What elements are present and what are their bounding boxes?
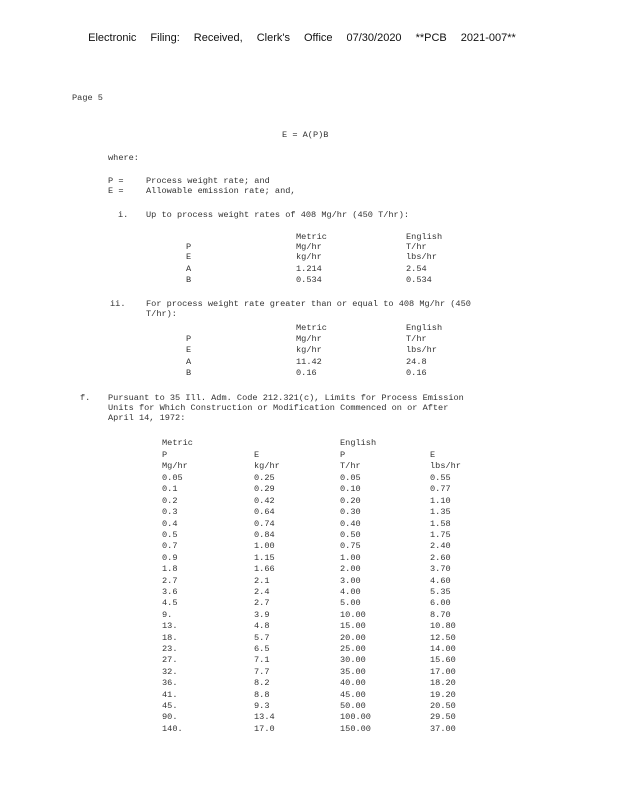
table-cell: 27. <box>162 655 178 666</box>
column-unit: lbs/hr <box>430 461 461 471</box>
section-text: For process weight rate greater than or equal to 408 Mg/hr (450 <box>146 299 471 309</box>
table-cell: 12.50 <box>430 632 456 643</box>
header-item: 2021-007** <box>460 32 516 44</box>
column-header: E <box>254 450 260 460</box>
column-unit: T/hr <box>340 461 361 471</box>
table-cell: 35.00 <box>340 666 366 677</box>
english-value: lbs/hr <box>406 345 437 355</box>
table-cell: 0.05 <box>162 473 183 483</box>
table-cell: 6.00 <box>430 598 451 609</box>
filing-header <box>82 20 530 44</box>
table-cell: 14.00 <box>430 644 456 654</box>
table-cell: 2.40 <box>430 541 451 552</box>
table-cell: 9. <box>162 609 173 620</box>
metric-value: 11.42 <box>296 357 322 367</box>
table-cell: 1.75 <box>430 530 451 540</box>
table-cell: 37.00 <box>430 723 456 734</box>
table-cell: 3.6 <box>162 587 178 597</box>
table-cell: 0.9 <box>162 552 178 563</box>
table-cell: 4.8 <box>254 621 270 632</box>
table-cell: 17.00 <box>430 666 456 677</box>
table-cell: 2.00 <box>340 564 361 575</box>
row-symbol: P <box>186 242 192 252</box>
table-cell: 3.70 <box>430 564 451 575</box>
definition-text: Process weight rate; and <box>146 176 270 186</box>
section-text: April 14, 1972: <box>108 413 186 423</box>
table-cell: 50.00 <box>340 701 366 711</box>
table-cell: 32. <box>162 666 178 677</box>
column-header: E <box>430 450 436 460</box>
table-cell: 3.9 <box>254 609 270 620</box>
section-number: f. <box>80 393 91 403</box>
table-cell: 23. <box>162 644 178 654</box>
header-item: Electronic <box>88 32 137 44</box>
header-item: Received, <box>193 32 243 44</box>
metric-value: kg/hr <box>296 252 322 262</box>
table-cell: 5.35 <box>430 587 451 597</box>
table-cell: 0.64 <box>254 507 275 518</box>
row-symbol: E <box>186 345 192 355</box>
metric-value: Mg/hr <box>296 242 322 252</box>
table-cell: 4.60 <box>430 575 451 586</box>
english-value: 24.8 <box>406 357 427 367</box>
table-cell: 5.7 <box>254 632 270 643</box>
table-cell: 0.4 <box>162 518 178 529</box>
table-cell: 1.00 <box>254 541 275 552</box>
table-cell: 36. <box>162 678 178 689</box>
row-symbol: B <box>186 275 192 285</box>
row-symbol: E <box>186 252 192 262</box>
table-cell: 3.00 <box>340 575 361 586</box>
table-cell: 41. <box>162 689 178 700</box>
table-cell: 17.0 <box>254 723 275 734</box>
table-cell: 1.66 <box>254 564 275 575</box>
section-text: Up to process weight rates of 408 Mg/hr (450 T/hr): <box>146 210 410 220</box>
where-label: where: <box>108 153 139 163</box>
row-symbol: A <box>186 357 192 367</box>
table-cell: 2.1 <box>254 575 270 586</box>
column-header: Metric <box>296 232 327 242</box>
section-number: ii. <box>110 299 126 309</box>
table-cell: 1.35 <box>430 507 451 518</box>
table-cell: 0.25 <box>254 473 275 483</box>
metric-value: 0.16 <box>296 368 317 378</box>
header-item: Office <box>303 32 333 44</box>
table-cell: 15.60 <box>430 655 456 666</box>
definition-symbol: P = <box>108 176 124 186</box>
table-cell: 18.20 <box>430 678 456 689</box>
table-cell: 2.60 <box>430 552 451 563</box>
table-cell: 18. <box>162 632 178 643</box>
table-cell: 2.4 <box>254 587 270 597</box>
table-cell: 0.84 <box>254 530 275 540</box>
table-cell: 4.00 <box>340 587 361 597</box>
table-cell: 1.58 <box>430 518 451 529</box>
table-cell: 1.10 <box>430 495 451 506</box>
row-symbol: B <box>186 368 192 378</box>
english-value: T/hr <box>406 334 427 344</box>
table-cell: 0.50 <box>340 530 361 540</box>
table-cell: 29.50 <box>430 712 456 723</box>
table-cell: 45.00 <box>340 689 366 700</box>
table-cell: 20.50 <box>430 701 456 711</box>
header-item: 07/30/2020 <box>346 32 402 44</box>
table-cell: 0.77 <box>430 484 451 495</box>
table-cell: 20.00 <box>340 632 366 643</box>
table-cell: 2.7 <box>162 575 178 586</box>
table-cell: 0.75 <box>340 541 361 552</box>
section-text: T/hr): <box>146 309 177 319</box>
table-cell: 19.20 <box>430 689 456 700</box>
column-header: P <box>340 450 346 460</box>
table-cell: 8.8 <box>254 689 270 700</box>
english-value: 2.54 <box>406 264 427 274</box>
english-value: 0.16 <box>406 368 427 378</box>
page-label: Page 5 <box>72 93 103 103</box>
column-header: P <box>162 450 168 460</box>
section-text: Pursuant to 35 Ill. Adm. Code 212.321(c), Limits for Process Emission <box>108 393 464 403</box>
table-cell: 2.7 <box>254 598 270 609</box>
table-cell: 13.4 <box>254 712 275 723</box>
english-value: lbs/hr <box>406 252 437 262</box>
table-cell: 0.29 <box>254 484 275 495</box>
table-cell: 1.8 <box>162 564 178 575</box>
definition-symbol: E = <box>108 186 124 196</box>
table-cell: 30.00 <box>340 655 366 666</box>
table-cell: 5.00 <box>340 598 361 609</box>
english-value: 0.534 <box>406 275 432 285</box>
metric-value: Mg/hr <box>296 334 322 344</box>
table-cell: 0.7 <box>162 541 178 552</box>
table-cell: 0.2 <box>162 495 178 506</box>
table-cell: 7.1 <box>254 655 270 666</box>
column-header: Metric <box>296 323 327 333</box>
table-cell: 0.05 <box>340 473 361 483</box>
table-cell: 8.2 <box>254 678 270 689</box>
column-unit: Mg/hr <box>162 461 188 471</box>
metric-value: kg/hr <box>296 345 322 355</box>
table-cell: 90. <box>162 712 178 723</box>
section-text: Units for Which Construction or Modification Commenced on or After <box>108 403 449 413</box>
table-cell: 15.00 <box>340 621 366 632</box>
table-cell: 10.80 <box>430 621 456 632</box>
table-cell: 0.3 <box>162 507 178 518</box>
column-header: English <box>406 232 443 242</box>
table-cell: 10.00 <box>340 609 366 620</box>
header-item: **PCB <box>415 32 447 44</box>
definition-text: Allowable emission rate; and, <box>146 186 296 196</box>
metric-value: 0.534 <box>296 275 322 285</box>
table-cell: 140. <box>162 723 183 734</box>
table-cell: 0.74 <box>254 518 275 529</box>
table-cell: 25.00 <box>340 644 366 654</box>
header-item: Filing: <box>150 32 180 44</box>
table-cell: 6.5 <box>254 644 270 654</box>
table-cell: 8.70 <box>430 609 451 620</box>
table-cell: 4.5 <box>162 598 178 609</box>
row-symbol: P <box>186 334 192 344</box>
table-cell: 0.42 <box>254 495 275 506</box>
table-cell: 13. <box>162 621 178 632</box>
english-value: T/hr <box>406 242 427 252</box>
table-cell: 0.5 <box>162 530 178 540</box>
table-cell: 9.3 <box>254 701 270 711</box>
table-cell: 150.00 <box>340 723 371 734</box>
table-cell: 0.30 <box>340 507 361 518</box>
group-header: Metric <box>162 438 193 448</box>
table-cell: 1.00 <box>340 552 361 563</box>
section-number: i. <box>118 210 129 220</box>
table-cell: 45. <box>162 701 178 711</box>
table-cell: 0.55 <box>430 473 451 483</box>
table-cell: 0.20 <box>340 495 361 506</box>
table-cell: 7.7 <box>254 666 270 677</box>
metric-value: 1.214 <box>296 264 322 274</box>
column-header: English <box>406 323 443 333</box>
table-cell: 100.00 <box>340 712 371 723</box>
header-item: Clerk's <box>256 32 290 44</box>
table-cell: 40.00 <box>340 678 366 689</box>
table-cell: 0.10 <box>340 484 361 495</box>
group-header: English <box>340 438 377 448</box>
table-cell: 1.15 <box>254 552 275 563</box>
table-cell: 0.1 <box>162 484 178 495</box>
table-cell: 0.40 <box>340 518 361 529</box>
formula: E = A(P)B <box>282 130 329 140</box>
row-symbol: A <box>186 264 192 274</box>
column-unit: kg/hr <box>254 461 280 471</box>
